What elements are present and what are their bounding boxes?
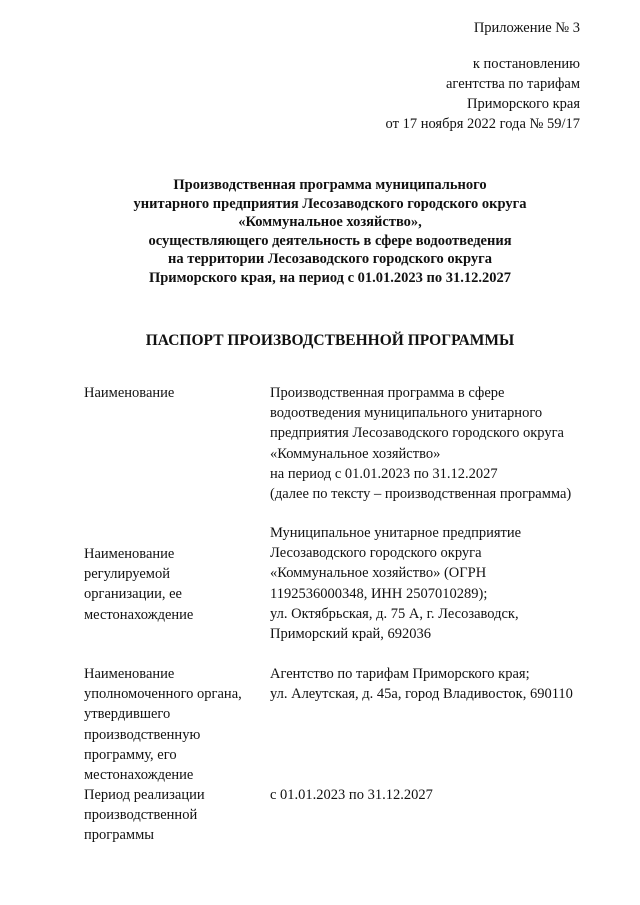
- label-line: программы: [84, 827, 154, 844]
- passport-value-name: [270, 383, 610, 504]
- passport-value-period: [270, 785, 610, 805]
- section-title: ПАСПОРТ ПРОИЗВОДСТВЕННОЙ ПРОГРАММЫ: [145, 332, 515, 349]
- appendix-number: Приложение № 3: [473, 20, 580, 36]
- passport-value-authority: [270, 664, 610, 704]
- value-line: Муниципальное унитарное предприятие: [270, 525, 522, 541]
- passport-label-organization: [84, 544, 259, 625]
- title-line: осуществляющего деятельность в сфере водоотведения: [148, 232, 512, 249]
- document-title: [60, 176, 600, 287]
- label-line: производственную: [84, 726, 201, 743]
- label-line: Наименование: [84, 666, 175, 682]
- reference-line: от 17 ноября 2022 года № 59/17: [385, 116, 580, 132]
- appendix-reference: [340, 54, 580, 134]
- passport-label-period: [84, 785, 259, 846]
- value-line: Лесозаводского городского округа: [270, 545, 482, 562]
- title-line: унитарного предприятия Лесозаводского городского округа: [133, 195, 527, 212]
- value-line: с 01.01.2023 по 31.12.2027: [270, 787, 433, 803]
- value-line: Приморский край, 692036: [270, 626, 432, 643]
- reference-line: агентства по тарифам: [446, 76, 580, 92]
- value-line: ул. Октябрьская, д. 75 А, г. Лесозаводск,: [270, 605, 519, 622]
- value-line: ул. Алеутская, д. 45а, город Владивосток, 690110: [270, 686, 573, 703]
- title-line: «Коммунальное хозяйство»,: [238, 214, 422, 230]
- label-line: организации, ее: [84, 586, 182, 603]
- label-line: производственной: [84, 807, 198, 824]
- title-line: Приморского края, на период с 01.01.2023 по 31.12.2027: [148, 269, 512, 286]
- value-line: 1192536000348, ИНН 2507010289);: [270, 585, 488, 602]
- value-line: на период с 01.01.2023 по 31.12.2027: [270, 465, 498, 482]
- label-line: местонахождение: [84, 767, 194, 784]
- passport-label-authority: [84, 664, 259, 785]
- label-line: программу, его: [84, 746, 177, 763]
- label-line: Период реализации: [84, 787, 205, 803]
- value-line: предприятия Лесозаводского городского округа: [270, 425, 564, 442]
- title-line: Производственная программа муниципального: [173, 177, 487, 193]
- reference-line: Приморского края: [466, 96, 580, 112]
- label-line: регулируемой: [84, 566, 170, 583]
- value-line: «Коммунальное хозяйство»: [270, 445, 441, 462]
- label-line: уполномоченного органа,: [84, 686, 242, 703]
- label-line: местонахождение: [84, 606, 194, 623]
- value-line: Агентство по тарифам Приморского края;: [270, 666, 530, 682]
- title-line: на территории Лесозаводского городского округа: [168, 251, 492, 267]
- value-line: Производственная программа в сфере: [270, 385, 505, 401]
- passport-value-organization: [270, 523, 610, 644]
- value-line: (далее по тексту – производственная программа): [270, 486, 572, 503]
- label-line: Наименование: [84, 546, 175, 562]
- label-line: утвердившего: [84, 706, 171, 723]
- reference-line: к постановлению: [472, 56, 580, 72]
- value-line: «Коммунальное хозяйство» (ОГРН: [270, 565, 487, 582]
- value-line: водоотведения муниципального унитарного: [270, 405, 543, 422]
- passport-label-name: [84, 383, 259, 403]
- label-line: Наименование: [84, 385, 175, 401]
